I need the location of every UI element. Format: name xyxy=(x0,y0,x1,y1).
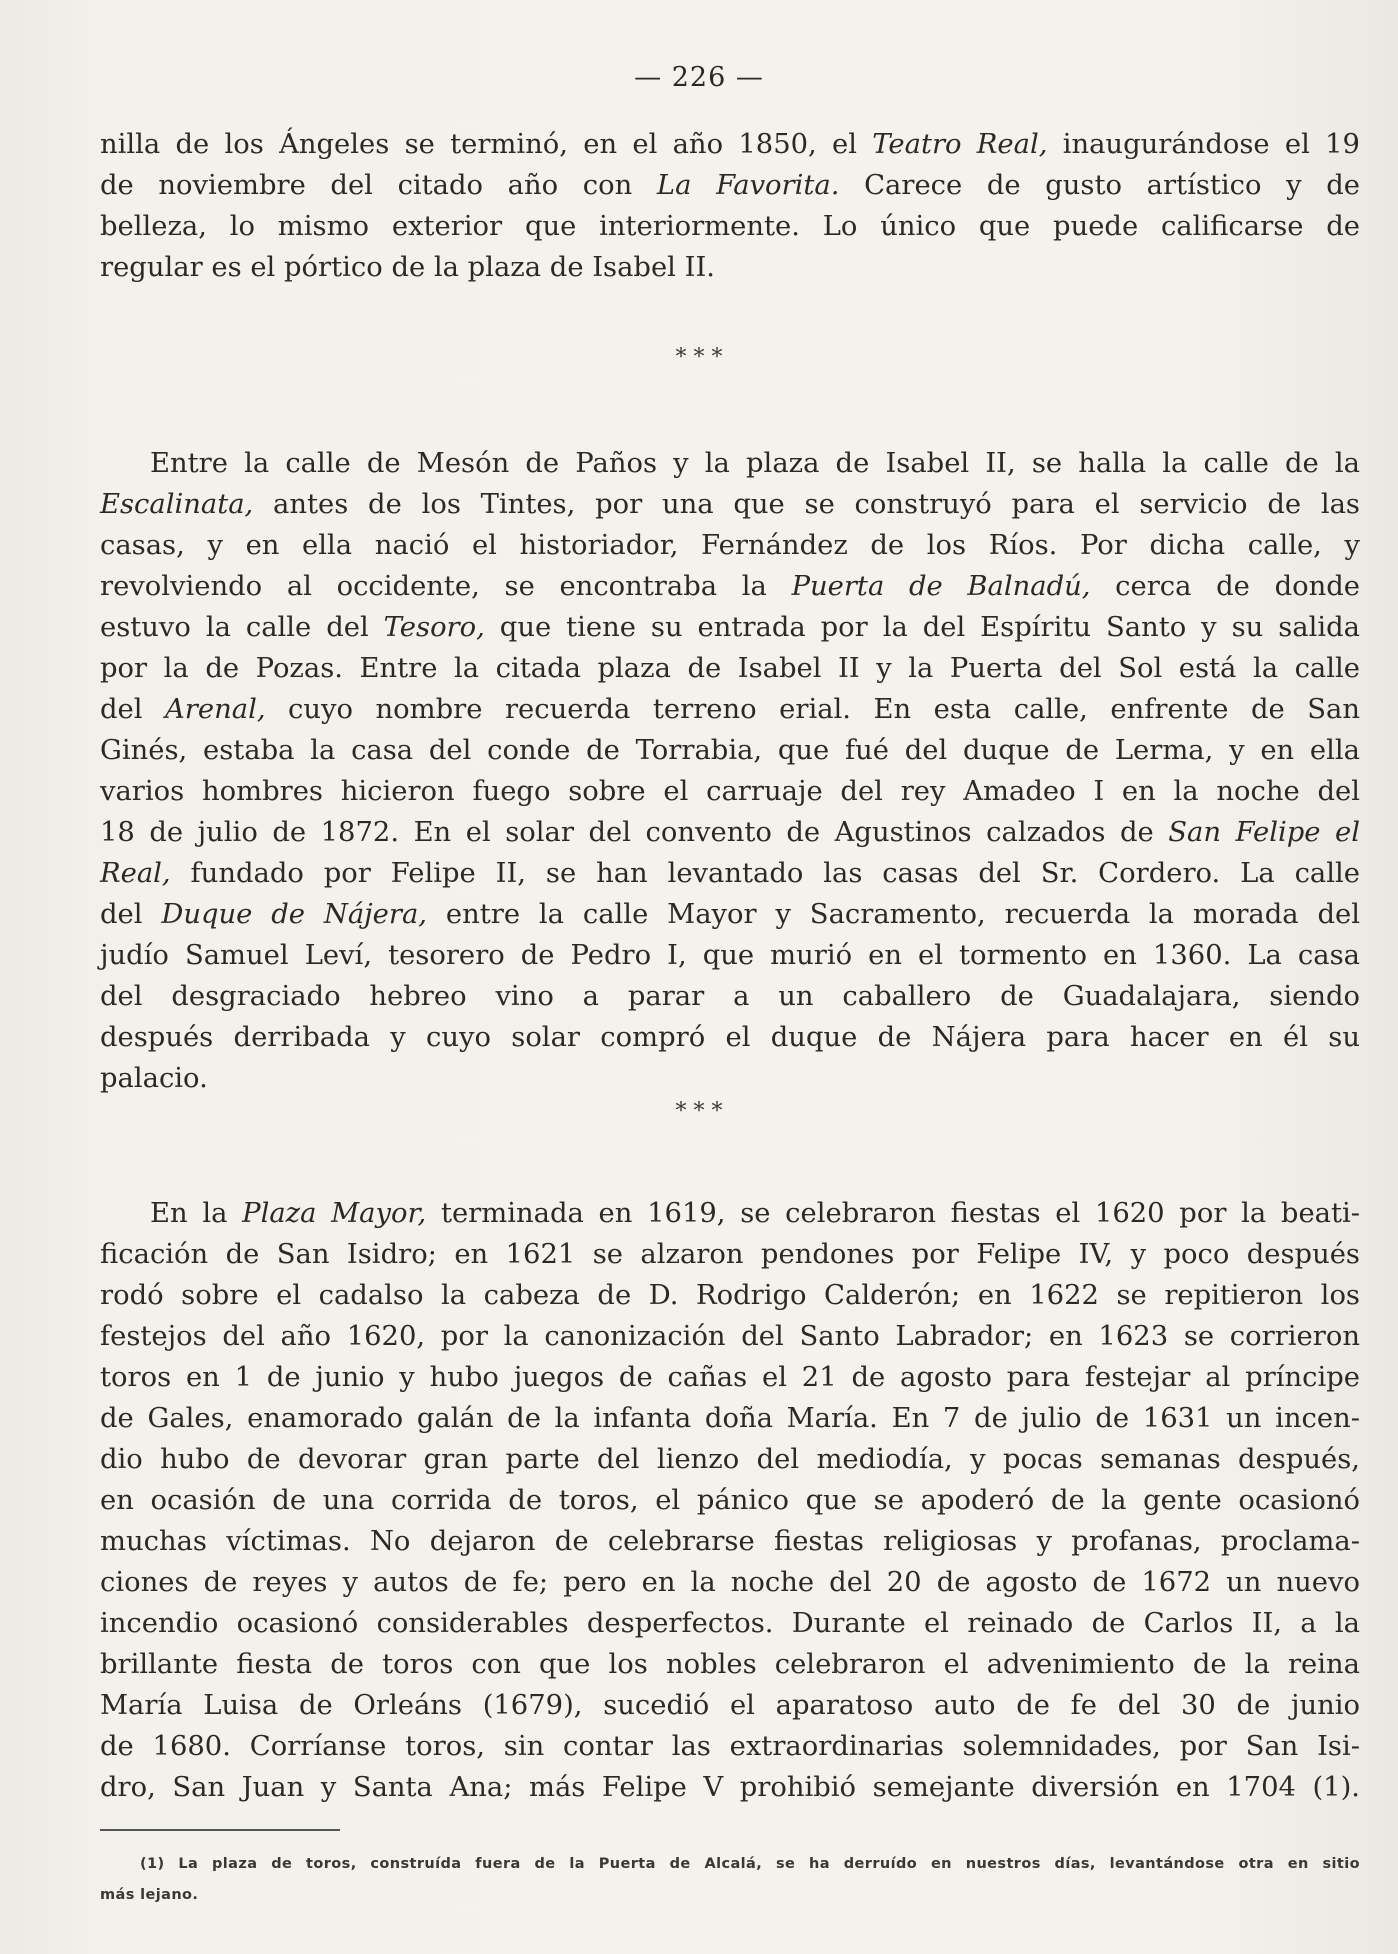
italic-term: Arenal, xyxy=(165,694,266,725)
text-line: del Duque de Nájera, entre la calle Mayor y Sacramento, recuerda la morada del xyxy=(100,899,1360,930)
text-line: incendio ocasionó considerables desperfectos. Durante el reinado de Carlos II, a la xyxy=(100,1608,1360,1639)
text-line: ficación de San Isidro; en 1621 se alzaron pendones por Felipe IV, y poco después xyxy=(100,1239,1360,1270)
text-line: después derribada y cuyo solar compró el duque de Nájera para hacer en él su xyxy=(100,1022,1360,1053)
text-line: del desgraciado hebreo vino a parar a un caballero de Guadalajara, siendo xyxy=(100,981,1360,1012)
italic-term: Escalinata, xyxy=(100,489,254,520)
text-line: nilla de los Ángeles se terminó, en el año 1850, el Teatro Real, inaugurándose el 19 xyxy=(100,129,1360,160)
text-line: (1) La plaza de toros, construída fuera de la Puerta de Alcalá, se ha derruído en nuestros días, levantándose otra en sitio xyxy=(140,1856,1360,1872)
text-line: de Gales, enamorado galán de la infanta doña María. En 7 de julio de 1631 un incen- xyxy=(100,1403,1360,1434)
footnote xyxy=(100,1849,1360,1911)
text-line: toros en 1 de junio y hubo juegos de cañas el 21 de agosto para festejar al príncipe xyxy=(100,1362,1360,1393)
paragraph-plaza-mayor xyxy=(100,1193,1360,1808)
paragraph-teatro-real xyxy=(100,124,1360,288)
text-line: regular es el pórtico de la plaza de Isabel II. xyxy=(100,252,715,283)
text-line: de 1680. Corríanse toros, sin contar las extraordinarias solemnidades, por San Isi- xyxy=(100,1731,1360,1762)
text-line: María Luisa de Orleáns (1679), sucedió el aparatoso auto de fe del 30 de junio xyxy=(100,1690,1360,1721)
italic-term: Puerta de Balnadú, xyxy=(791,571,1091,602)
separator-stars: * * * xyxy=(675,1099,723,1124)
text-line: casas, y en ella nació el historiador, Fernández de los Ríos. Por dicha calle, y xyxy=(100,530,1360,561)
section-separator-1 xyxy=(0,347,1398,369)
page-number: — 226 — xyxy=(634,62,764,93)
text-line: en ocasión de una corrida de toros, el pánico que se apoderó de la gente ocasionó xyxy=(100,1485,1360,1516)
text-line: 18 de julio de 1872. En el solar del convento de Agustinos calzados de San Felipe el xyxy=(100,817,1360,848)
text-line: del Arenal, cuyo nombre recuerda terreno erial. En esta calle, enfrente de San xyxy=(100,694,1360,725)
text-line: más lejano. xyxy=(100,1887,199,1903)
text-line: Ginés, estaba la casa del conde de Torrabia, que fué del duque de Lerma, y en ella xyxy=(100,735,1360,766)
paragraph-calle-escalinata xyxy=(100,443,1360,1099)
text-line: belleza, lo mismo exterior que interiormente. Lo único que puede calificarse de xyxy=(100,211,1360,242)
text-line: Real, fundado por Felipe II, se han levantado las casas del Sr. Cordero. La calle xyxy=(100,858,1360,889)
italic-term: La Favorita. xyxy=(656,170,840,201)
text-line: judío Samuel Leví, tesorero de Pedro I, que murió en el tormento en 1360. La casa xyxy=(100,940,1360,971)
text-line: ciones de reyes y autos de fe; pero en la noche del 20 de agosto de 1672 un nuevo xyxy=(100,1567,1360,1598)
italic-term: San Felipe el xyxy=(1168,817,1360,848)
text-line: palacio. xyxy=(100,1063,208,1094)
text-line: brillante fiesta de toros con que los nobles celebraron el advenimiento de la reina xyxy=(100,1649,1360,1680)
text-line: dro, San Juan y Santa Ana; más Felipe V prohibió semejante diversión en 1704 (1). xyxy=(100,1772,1360,1803)
text-line: Escalinata, antes de los Tintes, por una que se construyó para el servicio de las xyxy=(100,489,1360,520)
separator-stars: * * * xyxy=(675,345,723,370)
italic-term: Plaza Mayor, xyxy=(242,1198,427,1229)
text-line: revolviendo al occidente, se encontraba la Puerta de Balnadú, cerca de donde xyxy=(100,571,1360,602)
footnote-rule xyxy=(100,1829,340,1831)
text-line: Entre la calle de Mesón de Paños y la plaza de Isabel II, se halla la calle de la xyxy=(150,448,1360,479)
text-line: de noviembre del citado año con La Favorita. Carece de gusto artístico y de xyxy=(100,170,1360,201)
italic-term: Teatro Real, xyxy=(872,129,1048,160)
section-separator-2 xyxy=(0,1101,1398,1123)
text-line: rodó sobre el cadalso la cabeza de D. Rodrigo Calderón; en 1622 se repitieron los xyxy=(100,1280,1360,1311)
italic-term: Tesoro, xyxy=(383,612,485,643)
text-line: estuvo la calle del Tesoro, que tiene su entrada por la del Espíritu Santo y su salida xyxy=(100,612,1360,643)
text-line: dio hubo de devorar gran parte del lienzo del mediodía, y pocas semanas después, xyxy=(100,1444,1360,1475)
text-line: En la Plaza Mayor, terminada en 1619, se celebraron fiestas el 1620 por la beati- xyxy=(150,1198,1361,1229)
italic-term: Duque de Nájera, xyxy=(161,899,427,930)
text-line: festejos del año 1620, por la canonización del Santo Labrador; en 1623 se corrieron xyxy=(100,1321,1360,1352)
text-line: muchas víctimas. No dejaron de celebrarse fiestas religiosas y profanas, proclama- xyxy=(100,1526,1360,1557)
text-line: por la de Pozas. Entre la citada plaza de Isabel II y la Puerta del Sol está la calle xyxy=(100,653,1360,684)
italic-term: Real, xyxy=(100,858,171,889)
text-line: varios hombres hicieron fuego sobre el carruaje del rey Amadeo I en la noche del xyxy=(100,776,1360,807)
